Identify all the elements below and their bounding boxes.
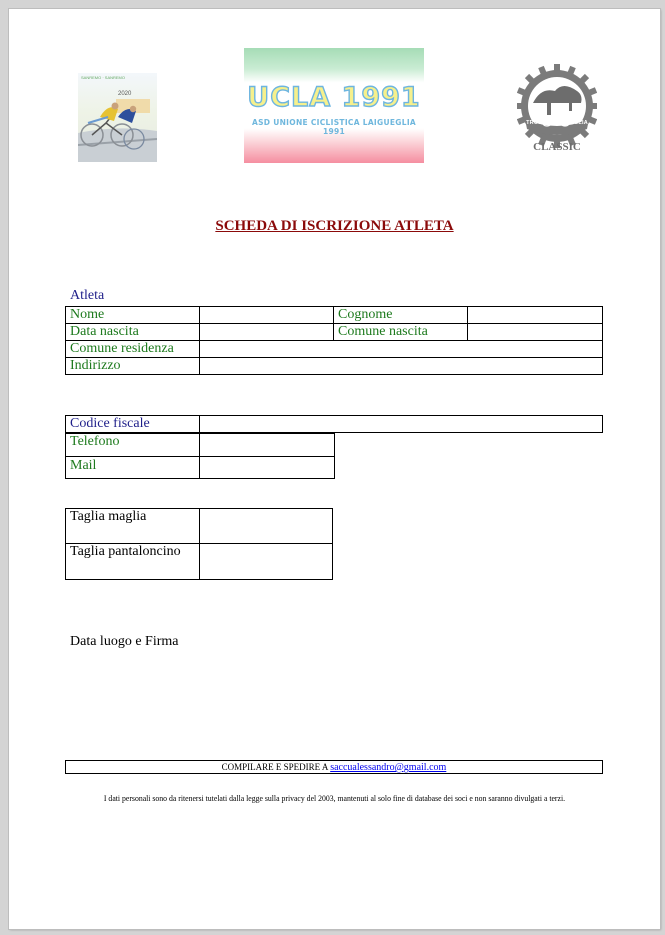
mail-label: Mail	[66, 457, 200, 479]
comune-nascita-field[interactable]	[468, 324, 603, 341]
cognome-field[interactable]	[468, 307, 603, 324]
table-row	[66, 457, 335, 479]
table-row	[66, 416, 603, 433]
table-row	[66, 358, 603, 375]
indirizzo-field[interactable]	[200, 358, 603, 375]
indirizzo-label: Indirizzo	[66, 358, 200, 375]
cognome-label: Cognome	[334, 307, 468, 324]
footer-instruction-text: COMPILARE E SPEDIRE A	[221, 762, 331, 772]
taglia-maglia-field[interactable]	[200, 509, 333, 544]
table-row	[66, 544, 333, 580]
data-nascita-label: Data nascita	[66, 324, 200, 341]
ucla-logo-subtitle: ASD UNIONE CICLISTICA LAIGUEGLIA 1991	[251, 118, 417, 136]
form-title: SCHEDA DI ISCRIZIONE ATLETA	[215, 218, 454, 234]
codice-fiscale-table	[65, 415, 603, 433]
cycling-poster-logo	[78, 73, 157, 162]
comune-nascita-label: Comune nascita	[334, 324, 468, 341]
size-table	[65, 508, 333, 580]
privacy-note: I dati personali sono da ritenersi tutelati dalla legge sulla privacy del 2003, mantenuti al solo fine di database dei soci e non saranno divulgati a terzi.	[103, 794, 566, 803]
telefono-field[interactable]	[200, 434, 335, 457]
mail-field[interactable]	[200, 457, 335, 479]
ucla-1991-logo	[244, 48, 424, 163]
table-row	[66, 509, 333, 544]
signature-label: Data luogo e Firma	[70, 634, 179, 649]
ucla-logo-title: UCLA 1991	[247, 82, 421, 113]
trofeo-ribbon-text: TROFEO LAIGUEGLIA	[526, 120, 588, 126]
table-row	[66, 324, 603, 341]
data-nascita-field[interactable]	[200, 324, 334, 341]
trofeo-classic-text: CLASSIC	[533, 141, 581, 153]
trofeo-laigueglia-logo	[517, 61, 597, 161]
section-label-atleta: Atleta	[70, 288, 105, 303]
nome-label: Nome	[66, 307, 200, 324]
nome-field[interactable]	[200, 307, 334, 324]
athlete-info-table	[65, 306, 603, 375]
taglia-pantaloncino-field[interactable]	[200, 544, 333, 580]
table-row	[66, 341, 603, 358]
contact-table	[65, 433, 335, 479]
table-row	[66, 434, 335, 457]
comune-residenza-label: Comune residenza	[66, 341, 200, 358]
codice-fiscale-label: Codice fiscale	[66, 416, 200, 433]
poster-year: 2020	[118, 91, 132, 97]
poster-tiny-text: SANREMO · SANREMO	[81, 75, 126, 80]
taglia-pantaloncino-label: Taglia pantaloncino	[66, 544, 200, 580]
footer-instruction-box	[65, 760, 603, 774]
telefono-label: Telefono	[66, 434, 200, 457]
email-link[interactable]: saccualessandro@gmail.com	[330, 762, 447, 773]
comune-residenza-field[interactable]	[200, 341, 603, 358]
table-row	[66, 307, 603, 324]
cyclist-illustration-icon	[78, 73, 157, 162]
taglia-maglia-label: Taglia maglia	[66, 509, 200, 544]
codice-fiscale-field[interactable]	[200, 416, 603, 433]
document-page	[9, 9, 660, 929]
